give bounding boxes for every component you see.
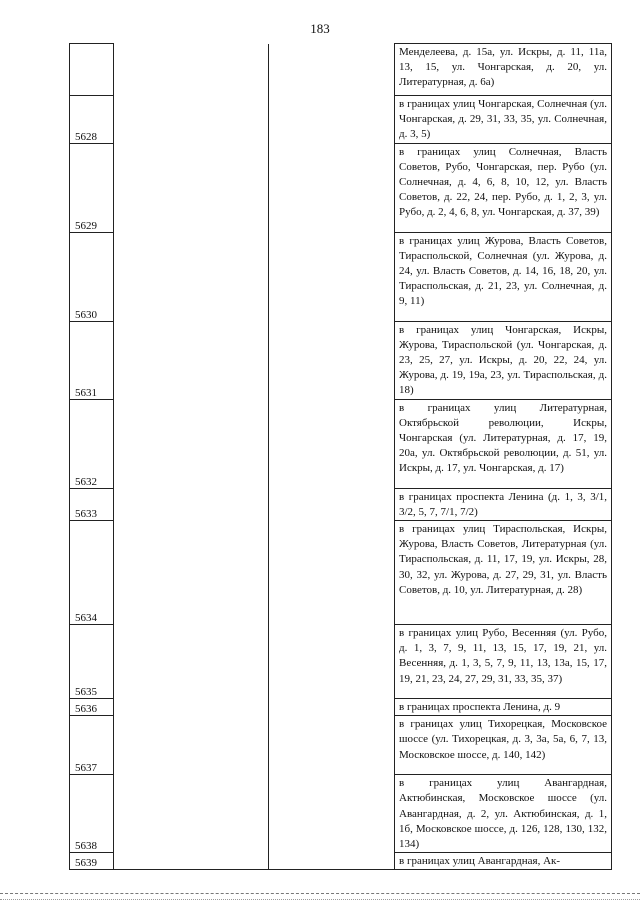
blank-cell: [269, 44, 395, 96]
blank-cell: [269, 143, 395, 232]
table-body: [70, 44, 612, 870]
district-number-cell: 5629: [70, 143, 114, 232]
table-row: [70, 399, 612, 488]
boundary-description-cell: Менделеева, д. 15а, ул. Искры, д. 11, 11а, 13, 15, ул. Чонгарская, д. 20, ул. Литературная, д. 6а): [395, 44, 612, 96]
blank-cell: [114, 44, 269, 96]
district-number-cell: 5637: [70, 716, 114, 775]
blank-cell: [269, 488, 395, 520]
blank-cell: [269, 716, 395, 775]
boundary-description-cell: в границах улиц Тихорецкая, Московское шоссе (ул. Тихорецкая, д. 3, 3а, 5а, 6, 7, 13, Московское шоссе, д. 140, 142): [395, 716, 612, 775]
table-row: [70, 625, 612, 699]
blank-cell: [269, 853, 395, 870]
district-number-cell: 5635: [70, 625, 114, 699]
table-row: [70, 716, 612, 775]
boundary-description-cell: в границах улиц Авангардная, Актюбинская, Московское шоссе (ул. Авангардная, д. 2, ул. Актюбинская, д. 1, 1б, Московское шоссе, д. 126, 128, 130, 132, 134): [395, 775, 612, 853]
blank-cell: [269, 625, 395, 699]
blank-cell: [269, 399, 395, 488]
blank-cell: [269, 232, 395, 321]
district-number-cell: 5639: [70, 853, 114, 870]
district-number-cell: 5628: [70, 96, 114, 144]
boundary-description-cell: в границах улиц Чонгарская, Солнечная (ул. Чонгарская, д. 29, 31, 33, 35, ул. Солнечная, д. 3, 5): [395, 96, 612, 144]
blank-cell: [114, 232, 269, 321]
table-row: [70, 488, 612, 520]
boundary-description-cell: в границах проспекта Ленина (д. 1, 3, 3/1, 3/2, 5, 7, 7/1, 7/2): [395, 488, 612, 520]
scan-edge-line: [0, 893, 640, 894]
district-number-cell: 5638: [70, 775, 114, 853]
blank-cell: [114, 625, 269, 699]
blank-cell: [114, 488, 269, 520]
boundary-description-cell: в границах проспекта Ленина, д. 9: [395, 699, 612, 716]
boundary-description-cell: в границах улиц Солнечная, Власть Советов, Рубо, Чонгарская, пер. Рубо (ул. Солнечная, д. 4, 6, 8, 10, 12, ул. Власть Советов, д. 22, 24, пер. Рубо, д. 1, 2, 3, ул. Рубо, д. 2, 4, 6, 8, ул. Чонгарская, д. 37, 39): [395, 143, 612, 232]
boundary-description-cell: в границах улиц Журова, Власть Советов, Тираспольской, Солнечная (ул. Журова, д. 24, ул. Власть Советов, д. 14, 16, 18, 20, ул. Тираспольская, д. 21, 23, ул. Солнечная, д. 9, 11): [395, 232, 612, 321]
blank-cell: [114, 699, 269, 716]
blank-cell: [114, 96, 269, 144]
district-table: [69, 43, 612, 870]
table-row: [70, 775, 612, 853]
table-row: [70, 232, 612, 321]
blank-cell: [114, 143, 269, 232]
district-number-cell: 5634: [70, 521, 114, 625]
blank-cell: [114, 716, 269, 775]
table-row: [70, 699, 612, 716]
boundary-description-cell: в границах улиц Литературная, Октябрьской революции, Искры, Чонгарская (ул. Литературная, д. 17, 19, 20а, ул. Октябрьской революции, д. 51, ул. Искры, д. 17, ул. Чонгарская, д. 17): [395, 399, 612, 488]
blank-cell: [269, 699, 395, 716]
district-number-cell: 5633: [70, 488, 114, 520]
district-number-cell: 5636: [70, 699, 114, 716]
district-number-cell: 5630: [70, 232, 114, 321]
district-number-cell: 5632: [70, 399, 114, 488]
boundary-description-cell: в границах улиц Тираспольская, Искры, Журова, Власть Советов, Литературная (ул. Тираспольская, д. 11, 17, 19, ул. Искры, 28, 30, 32, ул. Журова, д. 27, 29, 31, ул. Власть Советов, д. 10, ул. Литературная, д. 28): [395, 521, 612, 625]
blank-cell: [114, 775, 269, 853]
blank-cell: [269, 321, 395, 399]
boundary-description-cell: в границах улиц Авангардная, Ак-: [395, 853, 612, 870]
district-number-cell: 5631: [70, 321, 114, 399]
blank-cell: [114, 399, 269, 488]
table-row: [70, 143, 612, 232]
table-row: [70, 853, 612, 870]
table-row: [70, 96, 612, 144]
boundary-description-cell: в границах улиц Рубо, Весенняя (ул. Рубо, д. 1, 3, 7, 9, 11, 13, 15, 17, 19, 21, ул. Весенняя, д. 1, 3, 5, 7, 9, 11, 13, 13а, 15, 17, 19, 21, 23, 24, 27, 29, 31, 33, 35, 37): [395, 625, 612, 699]
scan-edge-line: [0, 899, 640, 900]
blank-cell: [114, 321, 269, 399]
district-number-cell: [70, 44, 114, 96]
boundary-description-cell: в границах улиц Чонгарская, Искры, Журова, Тираспольской (ул. Чонгарская, д. 23, 25, 27, ул. Искры, д. 20, 22, 24, ул. Журова, д. 19, 19а, 23, ул. Тираспольская, д. 18): [395, 321, 612, 399]
blank-cell: [269, 96, 395, 144]
table-row: [70, 44, 612, 96]
table-row: [70, 521, 612, 625]
blank-cell: [114, 853, 269, 870]
page-number: 183: [310, 21, 330, 36]
table-row: [70, 321, 612, 399]
blank-cell: [114, 521, 269, 625]
blank-cell: [269, 521, 395, 625]
blank-cell: [269, 775, 395, 853]
